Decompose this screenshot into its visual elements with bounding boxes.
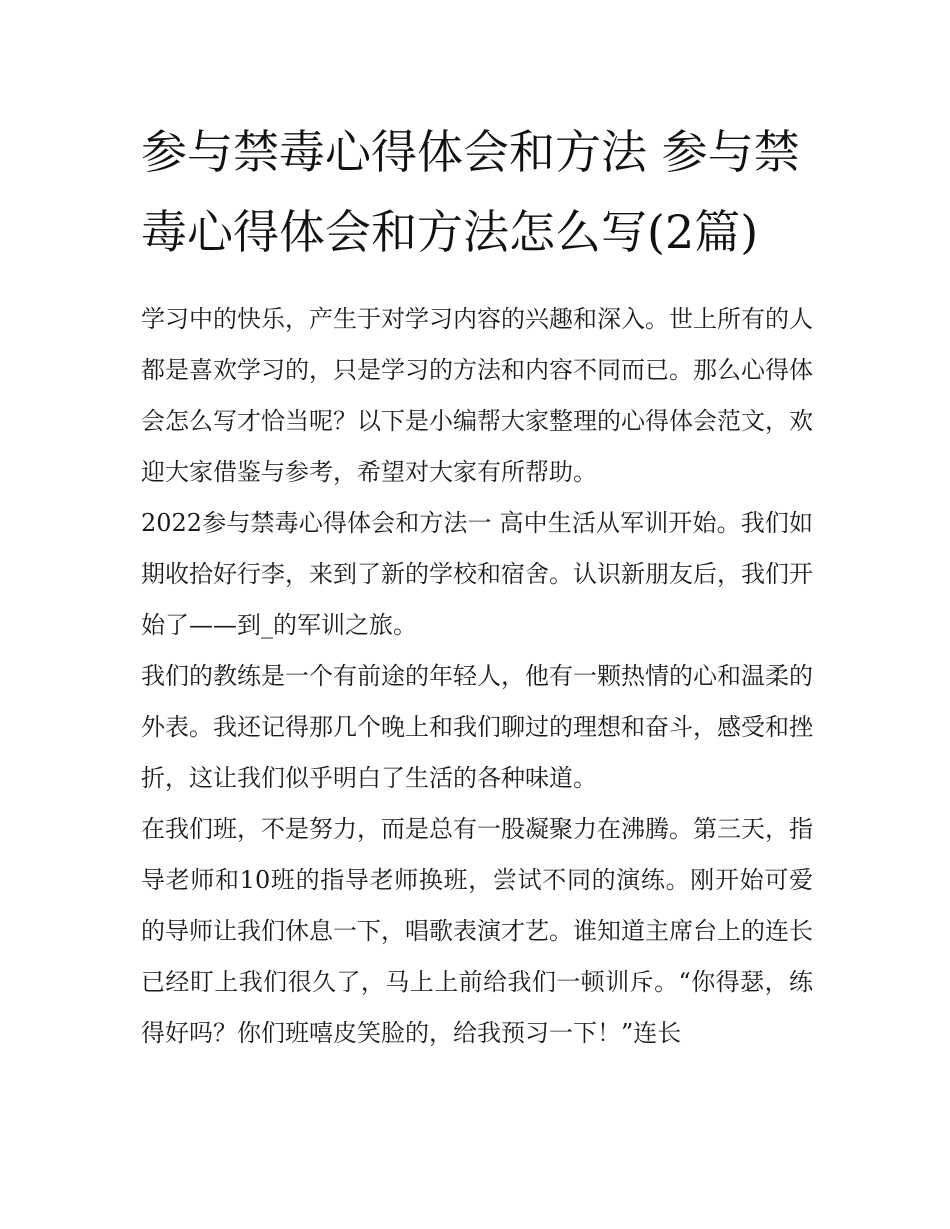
paragraph-intro: 学习中的快乐，产生于对学习内容的兴趣和深入。世上所有的人都是喜欢学习的，只是学习的方法和内容不同而已。那么心得体会怎么写才恰当呢？以下是小编帮大家整理的心得体会范文，欢迎大家借鉴与参考，希望对大家有所帮助。 (141, 305, 813, 486)
paragraph-class-cohesion: 在我们班，不是努力，而是总有一股凝聚力在沸腾。第三天，指导老师和10班的指导老师换班，尝试不同的演练。刚开始可爱的导师让我们休息一下，唱歌表演才艺。谁知道主席台上的连长已经盯上我们很久了，马上上前给我们一顿训斥。“你得瑟，练得好吗？你们班嘻皮笑脸的，给我预习一下！”连长 (141, 815, 813, 1047)
document-title: 参与禁毒心得体会和方法 参与禁毒心得体会和方法怎么写(2篇) (141, 125, 800, 259)
paragraph-instructor: 我们的教练是一个有前途的年轻人，他有一颗热情的心和温柔的外表。我还记得那几个晚上和我们聊过的理想和奋斗，感受和挫折，这让我们似乎明白了生活的各种味道。 (141, 662, 813, 792)
paragraph-military-training-start: 2022参与禁毒心得体会和方法一 高中生活从军训开始。我们如期收拾好行李，来到了新的学校和宿舍。认识新朋友后，我们开始了——到_的军训之旅。 (141, 509, 813, 639)
document-content (141, 112, 813, 1059)
